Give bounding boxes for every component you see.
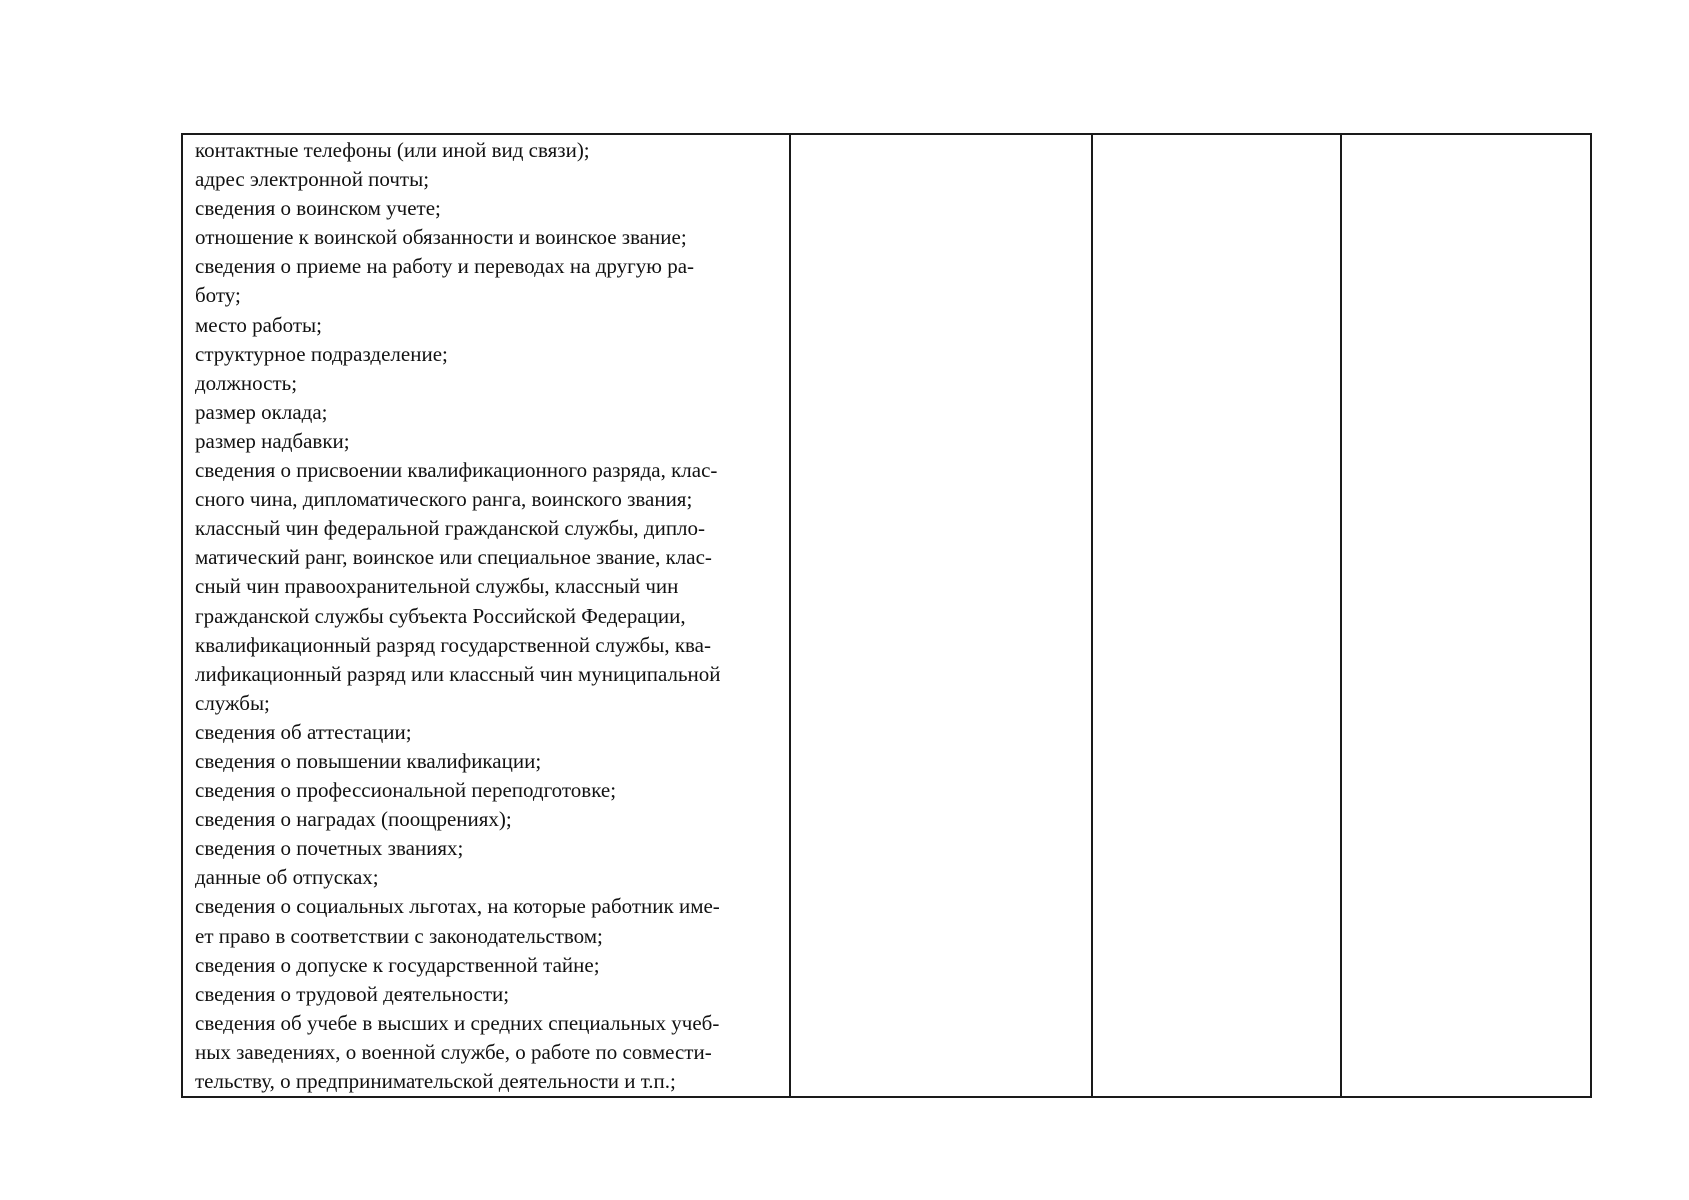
text-line: отношение к воинской обязанности и воинское звание;	[195, 225, 687, 250]
text-line: службы;	[195, 690, 270, 715]
text-line: адрес электронной почты;	[195, 167, 430, 192]
text-line: размер надбавки;	[195, 428, 350, 453]
text-line: лификационный разряд или классный чин муниципальной	[195, 661, 721, 686]
text-line: квалификационный разряд государственной службы, ква-	[195, 632, 711, 657]
text-line: размер оклада;	[195, 399, 328, 424]
text-line: сведения о наградах (поощрениях);	[195, 807, 512, 832]
text-line: классный чин федеральной гражданской службы, дипло-	[195, 516, 706, 541]
table-cell-column-3	[1092, 134, 1341, 1097]
table-cell-column-2	[790, 134, 1092, 1097]
text-lines-container	[195, 136, 781, 1096]
text-line: сный чин правоохранительной службы, классный чин	[195, 574, 679, 599]
text-line: гражданской службы субъекта Российской Федерации,	[195, 603, 686, 628]
text-line: должность;	[195, 370, 298, 395]
text-line: сведения о повышении квалификации;	[195, 748, 542, 773]
text-line: сведения о присвоении квалификационного разряда, клас-	[195, 458, 718, 483]
table-cell-personal-data-list	[182, 134, 790, 1097]
data-table	[181, 133, 1592, 1098]
text-line: боту;	[195, 283, 241, 308]
text-line: ных заведениях, о военной службе, о работе по совмести-	[195, 1039, 712, 1064]
text-line: сведения о профессиональной переподготовке;	[195, 778, 617, 803]
table-cell-column-4	[1341, 134, 1591, 1097]
text-line: сведения о социальных льготах, на которые работник име-	[195, 894, 720, 919]
text-line: данные об отпусках;	[195, 865, 379, 890]
text-line: сведения об учебе в высших и средних специальных учеб-	[195, 1010, 720, 1035]
table-row	[182, 134, 1591, 1097]
text-line: сного чина, дипломатического ранга, воинского звания;	[195, 487, 693, 512]
text-line: контактные телефоны (или иной вид связи);	[195, 138, 590, 162]
text-line: сведения об аттестации;	[195, 719, 412, 744]
text-line: место работы;	[195, 312, 322, 337]
text-line: структурное подразделение;	[195, 341, 448, 366]
text-line: матический ранг, воинское или специальное звание, клас-	[195, 545, 712, 570]
text-line: сведения о трудовой деятельности;	[195, 981, 510, 1006]
text-line: ет право в соответствии с законодательством;	[195, 923, 603, 948]
text-line: сведения о допуске к государственной тайне;	[195, 952, 600, 977]
text-line: сведения о приеме на работу и переводах на другую ра-	[195, 254, 695, 279]
text-line: тельству, о предпринимательской деятельности и т.п.;	[195, 1069, 676, 1093]
text-line: сведения о воинском учете;	[195, 196, 441, 221]
text-line: сведения о почетных званиях;	[195, 836, 464, 861]
